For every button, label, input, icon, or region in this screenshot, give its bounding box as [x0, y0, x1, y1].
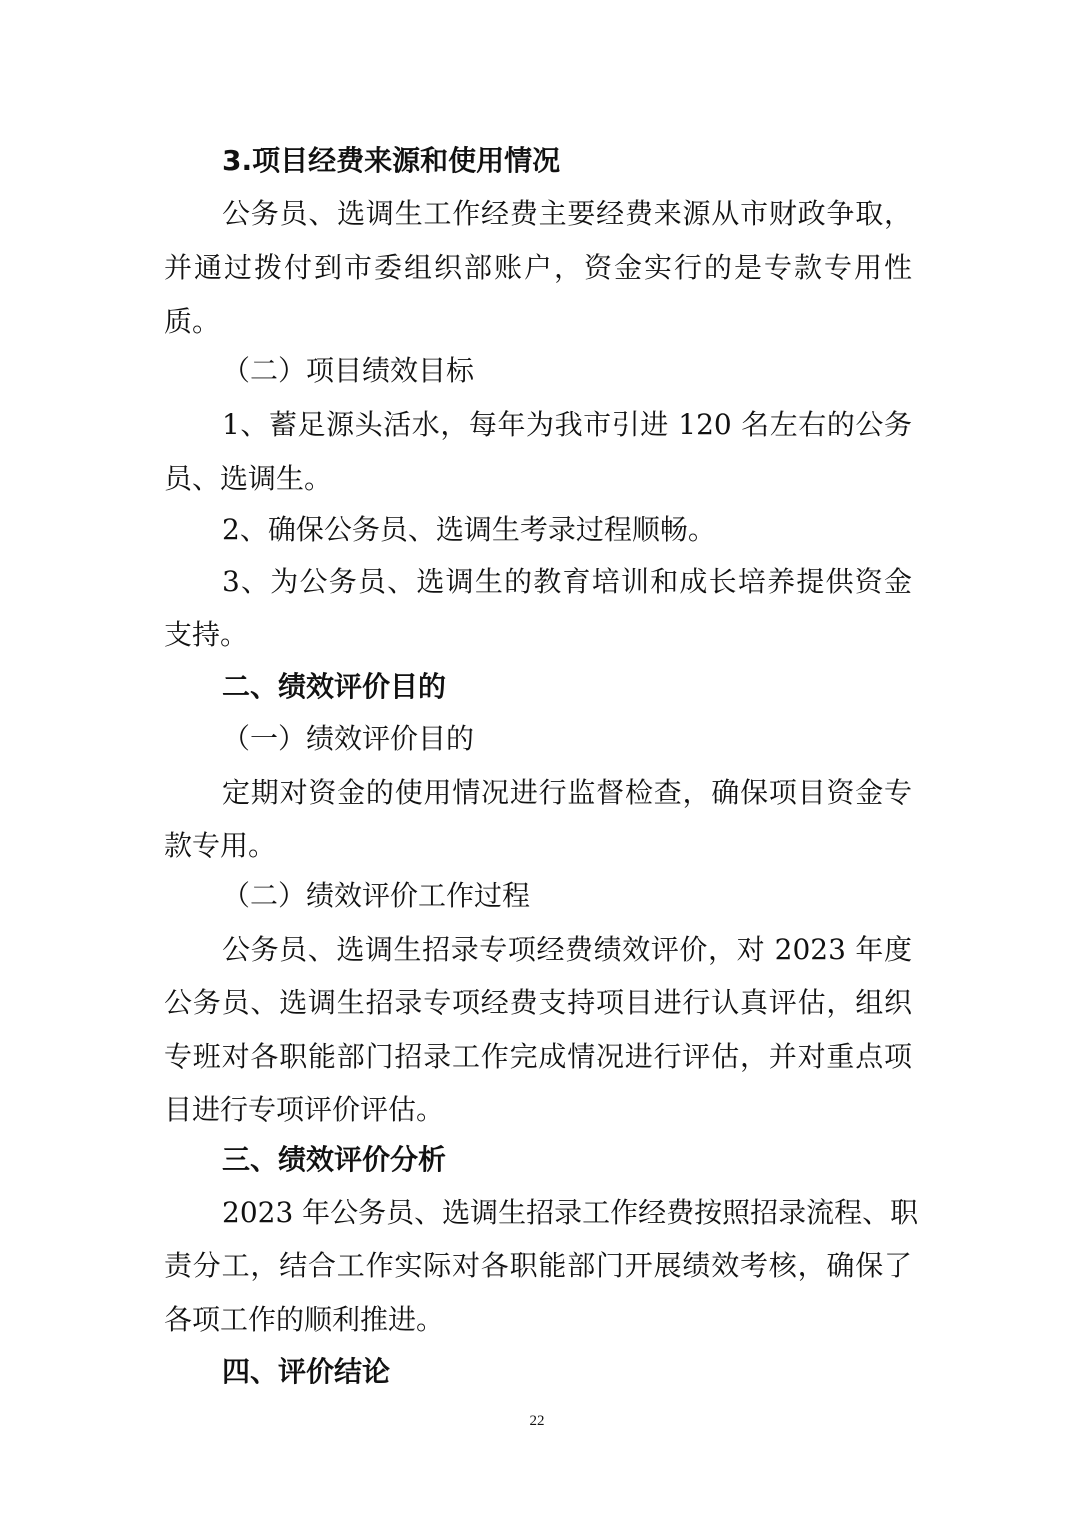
section-heading-evaluation-analysis: 三、绩效评价分析 [222, 1143, 447, 1176]
paragraph-analysis-line-1: 2023 年公务员、选调生招录工作经费按照招录流程、职 [222, 1196, 919, 1229]
paragraph-funding-line-3: 质。 [164, 305, 221, 338]
paragraph-purpose-line-2: 款专用。 [164, 829, 277, 862]
page-number: 22 [529, 1413, 545, 1429]
paragraph-analysis-line-3: 各项工作的顺利推进。 [164, 1303, 445, 1336]
paragraph-process-line-2: 公务员、选调生招录专项经费支持项目进行认真评估，组织 [164, 986, 912, 1019]
goal-3-line-1: 3、为公务员、选调生的教育培训和成长培养提供资金 [222, 565, 912, 598]
paragraph-funding-line-1: 公务员、选调生工作经费主要经费来源从市财政争取， [222, 197, 912, 230]
paragraph-analysis-line-2: 责分工，结合工作实际对各职能部门开展绩效考核，确保了 [164, 1249, 912, 1282]
goal-1-line-2: 员、选调生。 [164, 462, 333, 495]
heading-funding-source: 3.项目经费来源和使用情况 [222, 144, 561, 177]
paragraph-purpose-line-1: 定期对资金的使用情况进行监督检查，确保项目资金专 [222, 776, 912, 809]
subheading-evaluation-process: （二）绩效评价工作过程 [222, 879, 531, 912]
paragraph-process-line-3: 专班对各职能部门招录工作完成情况进行评估，并对重点项 [164, 1040, 912, 1073]
paragraph-funding-line-2: 并通过拨付到市委组织部账户，资金实行的是专款专用性 [164, 251, 912, 284]
goal-2: 2、确保公务员、选调生考录过程顺畅。 [222, 513, 716, 546]
section-heading-evaluation-purpose: 二、绩效评价目的 [222, 670, 447, 703]
section-heading-conclusion: 四、评价结论 [222, 1355, 391, 1388]
subheading-performance-goals: （二）项目绩效目标 [222, 354, 475, 387]
goal-3-line-2: 支持。 [164, 618, 249, 651]
subheading-evaluation-purpose: （一）绩效评价目的 [222, 722, 475, 755]
paragraph-process-line-4: 目进行专项评价评估。 [164, 1093, 445, 1126]
paragraph-process-line-1: 公务员、选调生招录专项经费绩效评价，对 2023 年度 [222, 933, 912, 966]
goal-1-line-1: 1、蓄足源头活水，每年为我市引进 120 名左右的公务 [222, 408, 912, 441]
